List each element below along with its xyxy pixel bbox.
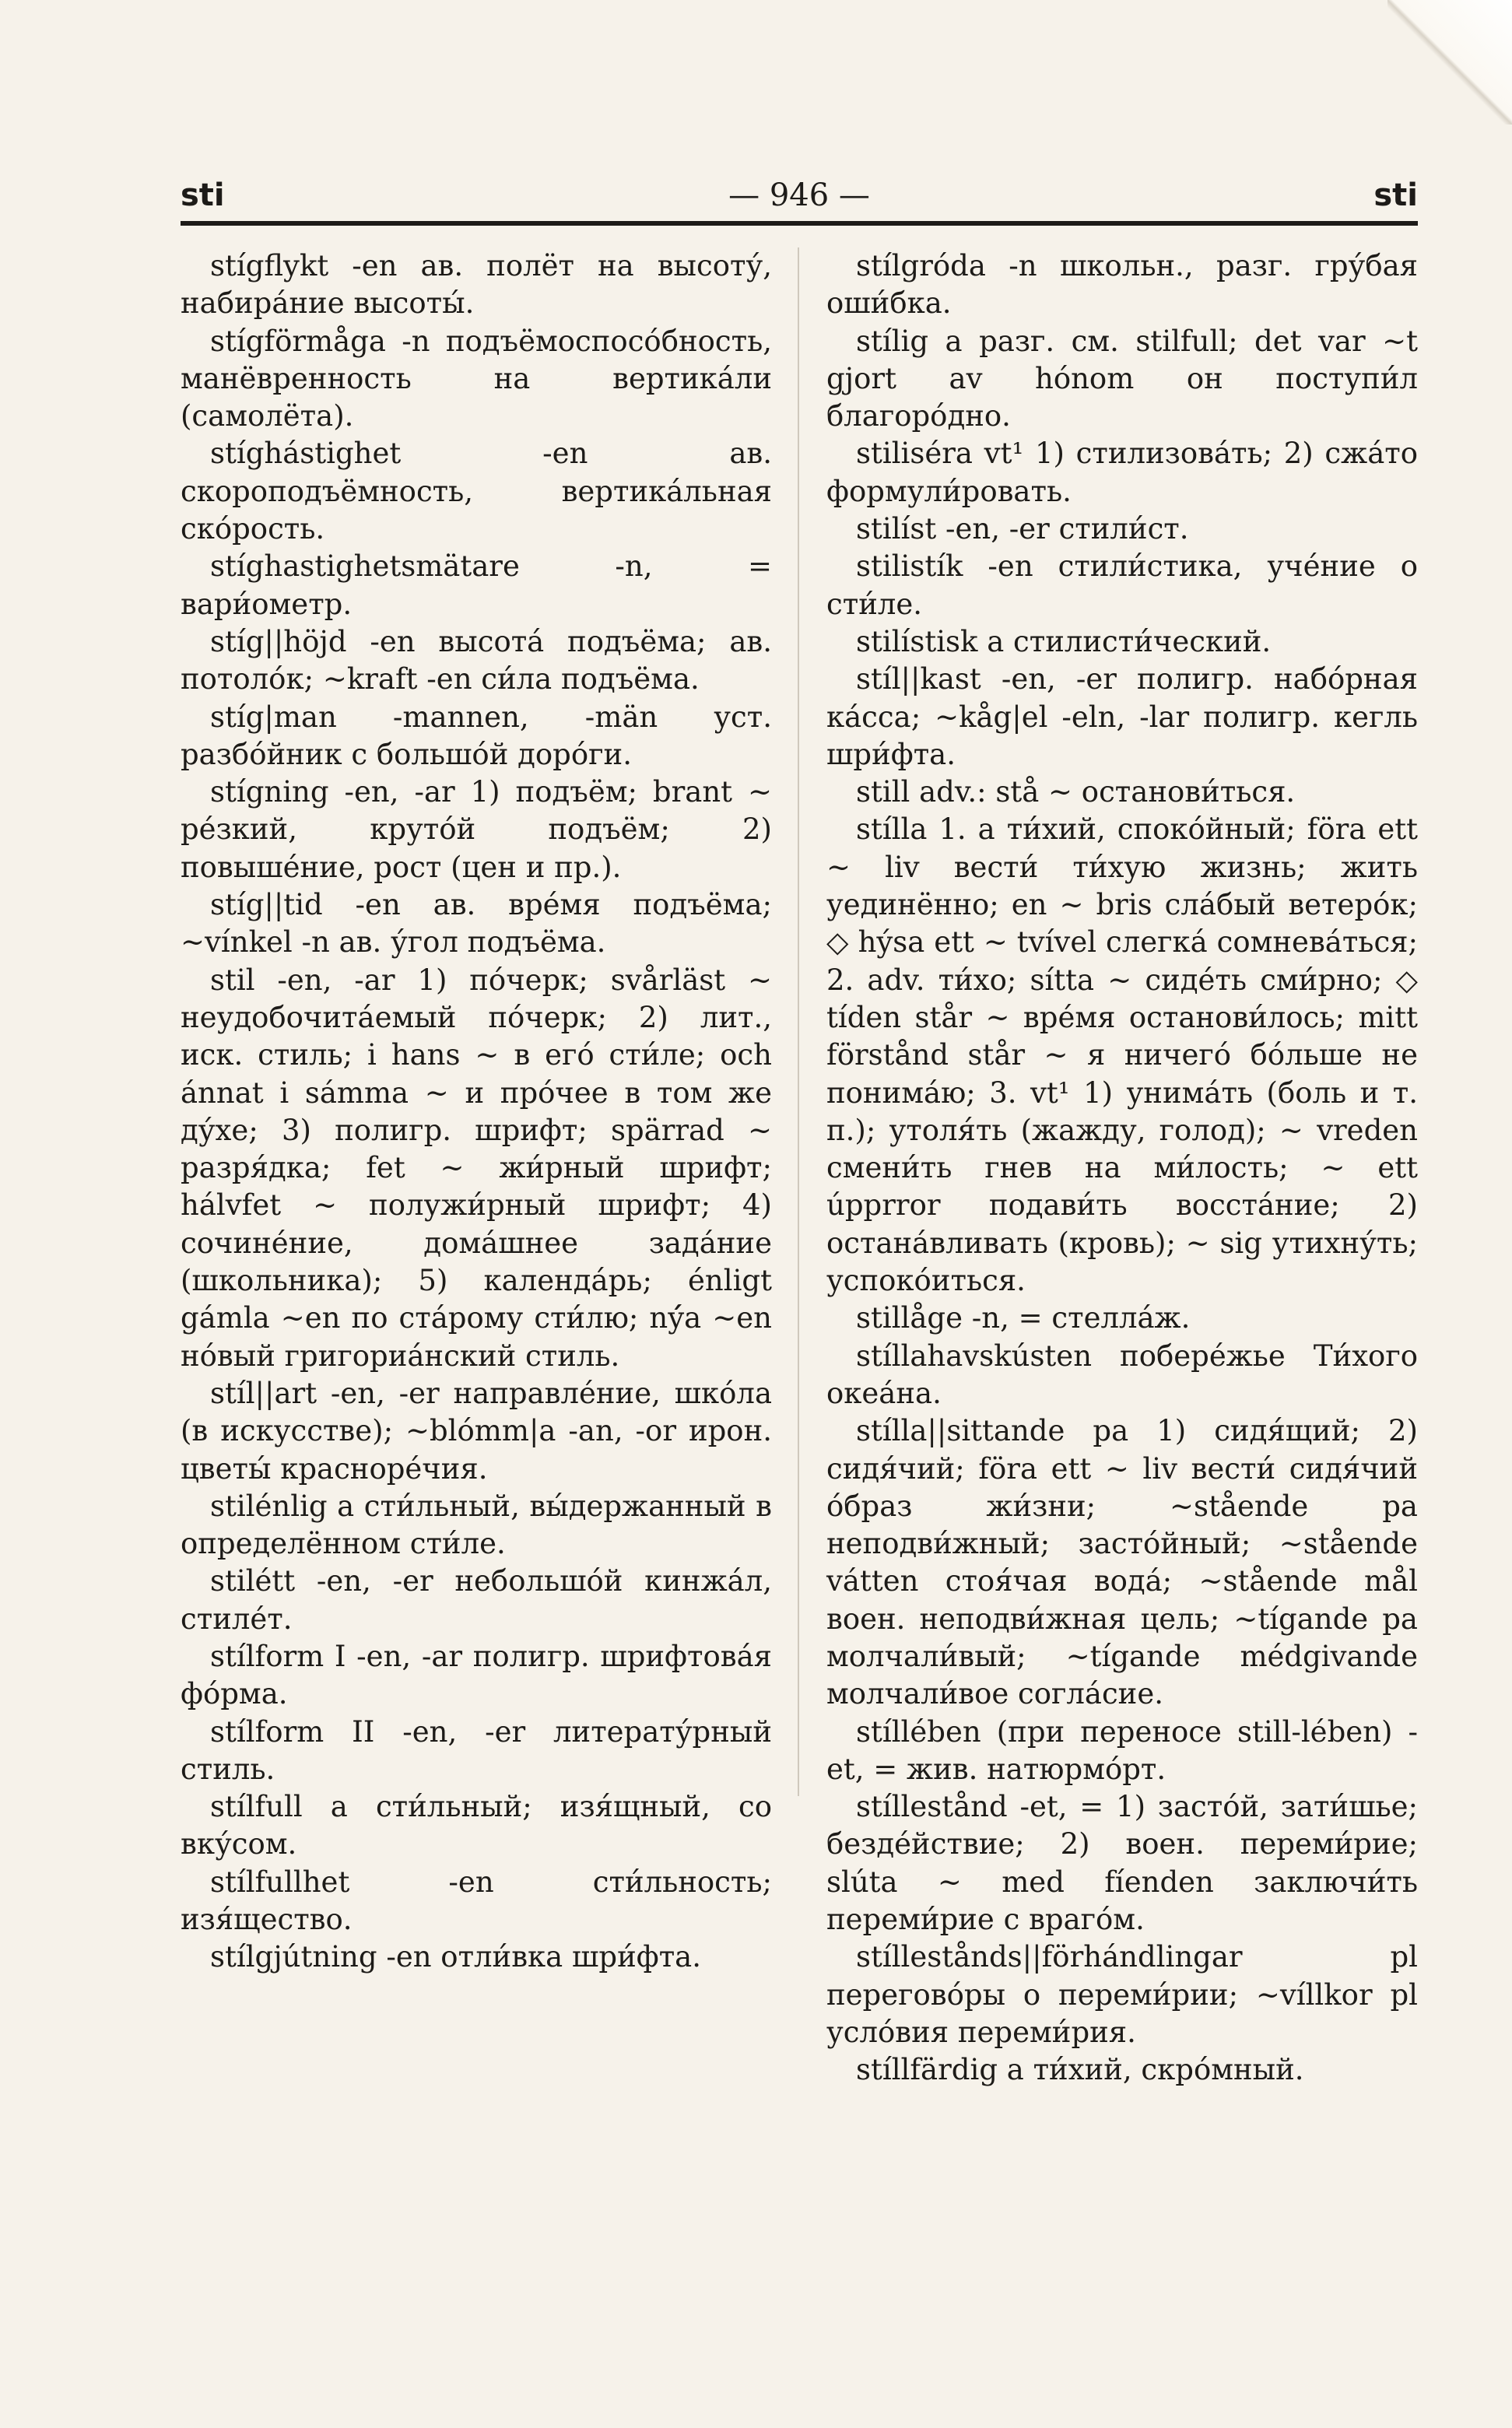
dictionary-entry: stillåge -n, = стелла́ж. (856, 1301, 1191, 1335)
page-corner-fold (1387, 0, 1512, 125)
dictionary-entry: stíllében (при переносе still-lében) -et, = жив. натюрмо́рт. (826, 1714, 1418, 1786)
dictionary-entry: stílgróda -n школьн., разг. гру́бая оши́бка. (826, 249, 1418, 321)
dictionary-entry: stíllestånds||förhándlingar pl перегово́ры о переми́рии; ~víllkor pl усло́вия переми́рия. (826, 1940, 1418, 2049)
dictionary-entry: stílig a разг. см. stilfull; det var ~t gjort av hónom он поступи́л благоро́дно. (826, 324, 1418, 433)
dictionary-entry: stílfull a сти́льный; изя́щный, со вку́сом. (181, 1790, 772, 1861)
dictionary-entry: stígförmåga -n подъёмоспосо́бность, манёвренность на вертика́ли (самолёта). (181, 324, 772, 433)
dictionary-entry: stílla 1. a ти́хий, споко́йный; föra ett ~ liv вести́ ти́хую жизнь; жить уединённо; en ~ bris сла́бый ветеро́к; ◇ hýsa ett ~ tvível слегка́ сомнева́ться; 2. adv. ти́хо; sítta ~ сиде́ть сми́рно; ◇ tíden står ~ вре́мя останови́лось; mitt förstånd står ~ я ничего́ бо́льше не понима́ю; 3. vt¹ 1) унима́ть (боль и т. п.); утоля́ть (жажду, голод); ~ vreden смени́ть гнев на ми́лость; ~ ett úpprror подави́ть восста́ние; 2) остана́вливать (кровь); ~ sig утихну́ть; успоко́иться. (826, 812, 1418, 1298)
dictionary-entry: stílform II -en, -er литерату́рный стиль. (181, 1714, 772, 1786)
dictionary-entry: stígning -en, -ar 1) подъём; brant ~ ре́зкий, круто́й подъём; 2) повыше́ние, рост (цен и пр.). (181, 775, 772, 884)
dictionary-entry: stil -en, -ar 1) по́черк; svårläst ~ неудобочита́емый по́черк; 2) лит., иск. стиль; i hans ~ в его́ сти́ле; och ánnat i sámma ~ и про́чее в том же ду́хе; 3) полигр. шрифт; spärrad ~ разря́дка; fet ~ жи́рный шрифт; hálvfet ~ полужи́рный шрифт; 4) сочине́ние, дома́шнее зада́ние (школьника); 5) календа́рь; énligt gámla ~en по ста́рому сти́лю; ný́a ~en но́вый григориа́нский стиль. (181, 963, 772, 1373)
dictionary-entry: stíg||tid -en ав. вре́мя подъёма; ~vínkel -n ав. у́гол подъёма. (181, 888, 772, 960)
left-guide-word: sti (181, 177, 225, 213)
left-column (181, 247, 772, 1977)
dictionary-entry: stíg||höjd -en высота́ подъёма; ав. потоло́к; ~kraft -en си́ла подъёма. (181, 624, 772, 696)
dictionary-entry: stíllestånd -et, = 1) засто́й, зати́шье; безде́йствие; 2) воен. переми́рие; slúta ~ med fíenden заключи́ть переми́рие с враго́м. (826, 1790, 1418, 1937)
dictionary-entry: stilénlig a сти́льный, вы́держанный в определённом сти́ле. (181, 1489, 772, 1561)
dictionary-entry: stilistík -en стили́стика, уче́ние о сти́ле. (826, 549, 1418, 621)
dictionary-entry: stilístisk a стилисти́ческий. (856, 624, 1272, 658)
dictionary-entry: stíghástighet -en ав. скороподъёмность, вертика́льная ско́рость. (181, 437, 772, 546)
right-column (826, 247, 1418, 2089)
dictionary-entry: stígflykt -en ав. полёт на высоту́, набира́ние высоты́. (181, 249, 772, 321)
column-divider (798, 247, 799, 1796)
dictionary-entry: still adv.: stå ~ останови́ться. (856, 775, 1296, 809)
dictionary-entry: stílform I -en, -ar полигр. шрифтова́я фо́рма. (181, 1639, 772, 1711)
page-header (181, 170, 1418, 224)
dictionary-entry: stiliséra vt¹ 1) стилизова́ть; 2) сжа́то формули́ровать. (826, 437, 1418, 508)
dictionary-entry: stilétt -en, -er небольшо́й кинжа́л, стиле́т. (181, 1564, 772, 1636)
header-rule (181, 221, 1418, 226)
dictionary-entry: stílla||sittande pa 1) сидя́щий; 2) сидя́чий; föra ett ~ liv вести́ сидя́чий о́браз жи́зни; ~stående pa неподви́жный; засто́йный; ~stående vátten стоя́чая вода́; ~stående mål воен. неподви́жная цель; ~tígande pa молчали́вый; ~tígande médgivande молчали́вое согла́сие. (826, 1414, 1418, 1711)
dictionary-entry: stilíst -en, -er стили́ст. (856, 512, 1189, 546)
dictionary-entry: stíghastighetsmätare -n, = вари́ометр. (181, 549, 772, 621)
dictionary-entry: stíg|man -mannen, -män уст. разбо́йник с большо́й доро́ги. (181, 700, 772, 771)
page-number: — 946 — (728, 177, 870, 213)
dictionary-entry: stíllahavskústen побере́жье Ти́хого океа́на. (826, 1339, 1418, 1410)
dictionary-entry: stílfullhet -en сти́льность; изя́щество. (181, 1865, 772, 1937)
dictionary-entry: stíl||art -en, -er направле́ние, шко́ла (в искусстве); ~blómm|a -an, -or ирон. цветы́ красноре́чия. (181, 1376, 772, 1486)
dictionary-entry: stíl||kast -en, -er полигр. набо́рная ка́сса; ~kåg|el -eln, -lar полигр. кегль шри́фта. (826, 662, 1418, 771)
right-guide-word: sti (1373, 177, 1418, 213)
dictionary-entry: stílgjútning -en отли́вка шри́фта. (210, 1940, 701, 1974)
dictionary-entry: stíllfärdig a ти́хий, скро́мный. (856, 2053, 1304, 2087)
